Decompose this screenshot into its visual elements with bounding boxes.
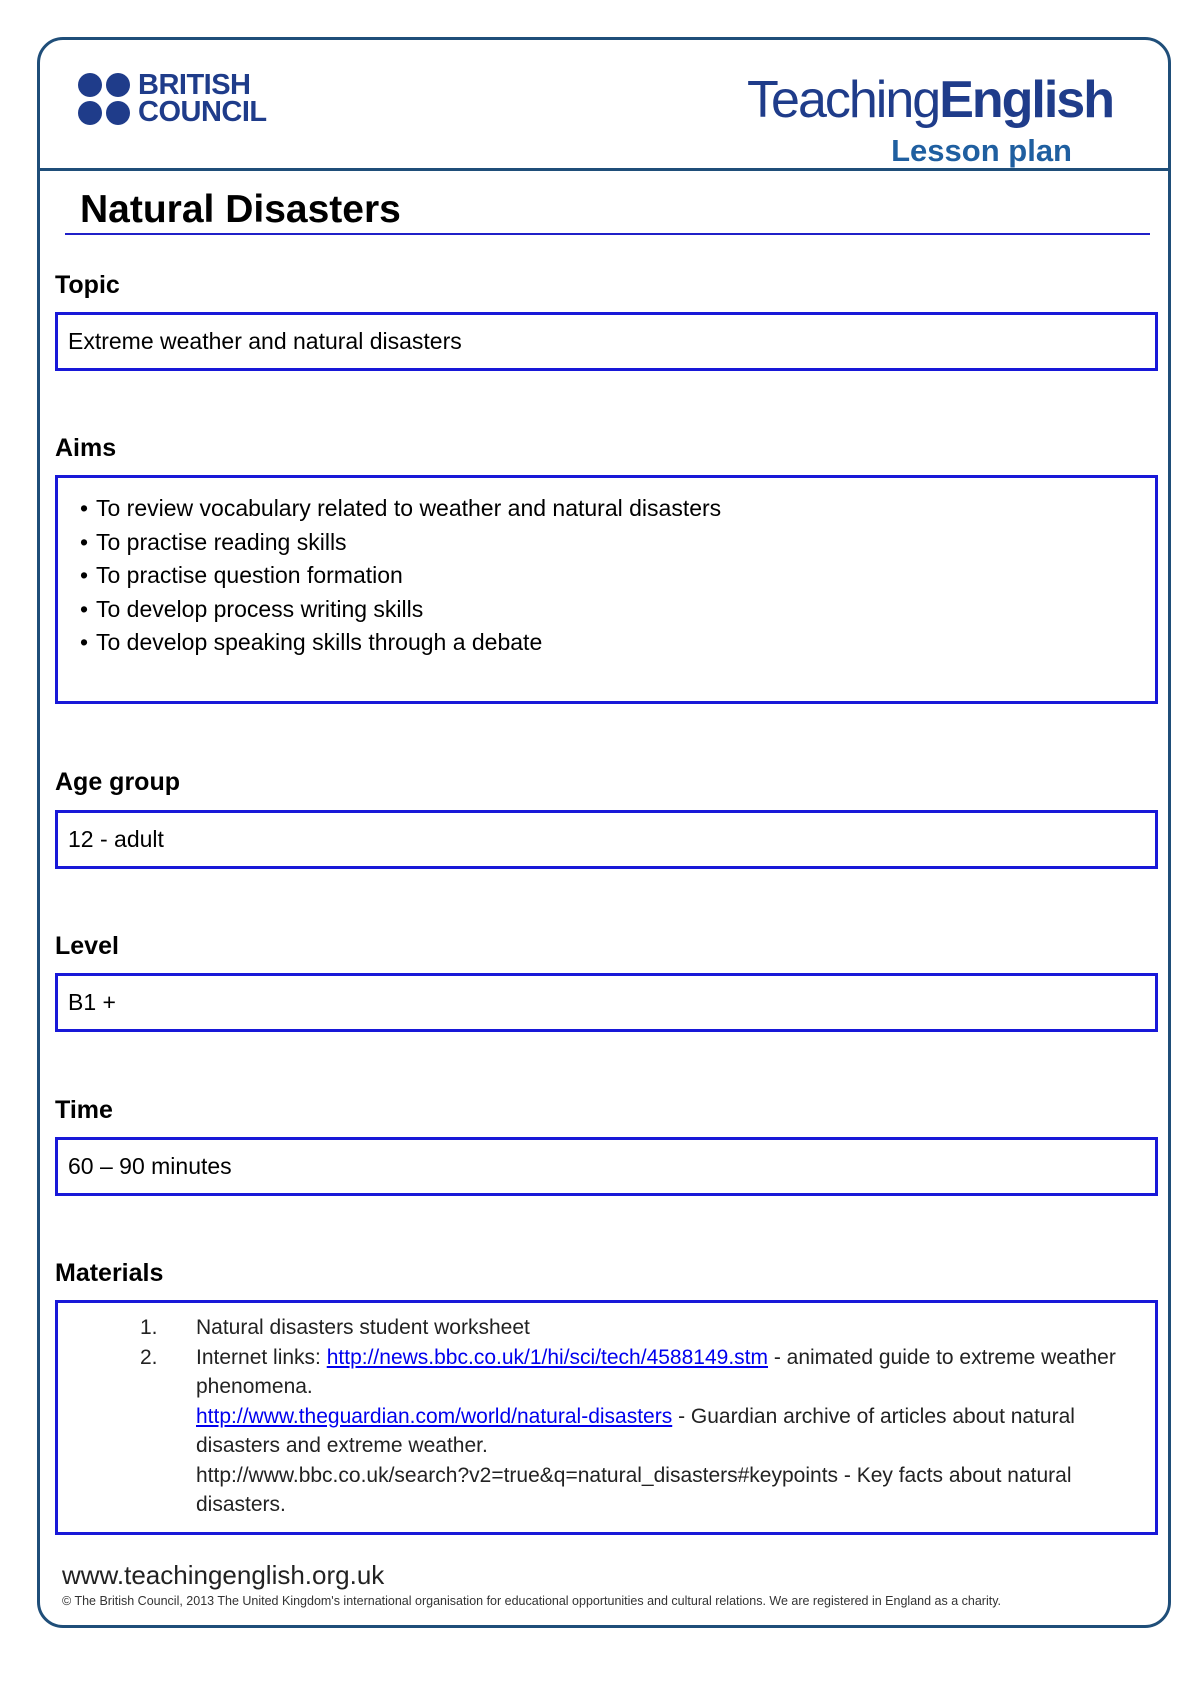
british-council-dots-icon <box>78 73 130 125</box>
bc-logo-line2: COUNCIL <box>138 96 267 128</box>
te-logo-light: Teaching <box>747 71 940 129</box>
aims-label: Aims <box>55 434 117 462</box>
aims-box <box>55 475 1158 704</box>
time-box <box>55 1137 1158 1196</box>
lesson-plan-label: Lesson plan <box>891 133 1072 168</box>
level-box <box>55 973 1158 1032</box>
time-value: 60 – 90 minutes <box>68 1153 232 1179</box>
age-group-box <box>55 810 1158 869</box>
aims-list-item: • To practise question formation <box>80 562 403 588</box>
guardian-link-description: - Guardian archive of articles about natural disasters and extreme weather. <box>196 1404 1075 1457</box>
level-value: B1 + <box>68 989 116 1015</box>
materials-box <box>55 1300 1158 1535</box>
age-group-label: Age group <box>55 768 180 796</box>
materials-label: Materials <box>55 1259 164 1287</box>
materials-item-1-text: Natural disasters student worksheet <box>196 1316 530 1339</box>
aims-list-item: • To review vocabulary related to weather and natural disasters <box>80 495 722 521</box>
bbc-link-description: - animated guide to extreme weather phenomena. <box>196 1345 1116 1398</box>
materials-item-2-number: 2. <box>140 1345 158 1369</box>
age-group-value: 12 - adult <box>68 826 164 852</box>
aims-list <box>80 492 721 660</box>
time-label: Time <box>55 1096 113 1124</box>
aims-list-item: • To practise reading skills <box>80 528 347 555</box>
te-logo-bold: English <box>939 71 1113 129</box>
topic-value: Extreme weather and natural disasters <box>68 328 462 354</box>
bc-logo-line1: BRITISH <box>138 69 251 101</box>
document-title: Natural Disasters <box>80 188 401 231</box>
level-label: Level <box>55 932 119 960</box>
topic-box <box>55 312 1158 371</box>
teaching-english-logo <box>747 70 1113 130</box>
aims-list-item: • To develop process writing skills <box>80 595 424 622</box>
materials-item-1 <box>140 1313 1140 1343</box>
british-council-logo <box>78 69 267 128</box>
materials-list <box>140 1313 1140 1520</box>
aims-list-item: • To develop speaking skills through a debate <box>80 629 543 655</box>
footer-copyright: © The British Council, 2013 The United Kingdom's international organisation for educational opportunities and cultural relations. We are registered in England as a charity. <box>62 1594 1001 1608</box>
materials-item-2 <box>140 1343 1140 1520</box>
title-underline <box>65 233 1150 235</box>
materials-item-1-number: 1. <box>140 1316 158 1339</box>
topic-label: Topic <box>55 271 120 299</box>
bbc-keypoints-line: http://www.bbc.co.uk/search?v2=true&q=natural_disasters#keypoints - Key facts about natural disasters. <box>196 1463 1072 1516</box>
guardian-natural-disasters-link[interactable]: http://www.theguardian.com/world/natural-disasters <box>196 1404 673 1428</box>
footer-website: www.teachingenglish.org.uk <box>62 1560 385 1590</box>
materials-item-2-prefix: Internet links: <box>196 1345 327 1369</box>
bbc-extreme-weather-link[interactable]: http://news.bbc.co.uk/1/hi/sci/tech/4588149.stm <box>326 1345 768 1369</box>
